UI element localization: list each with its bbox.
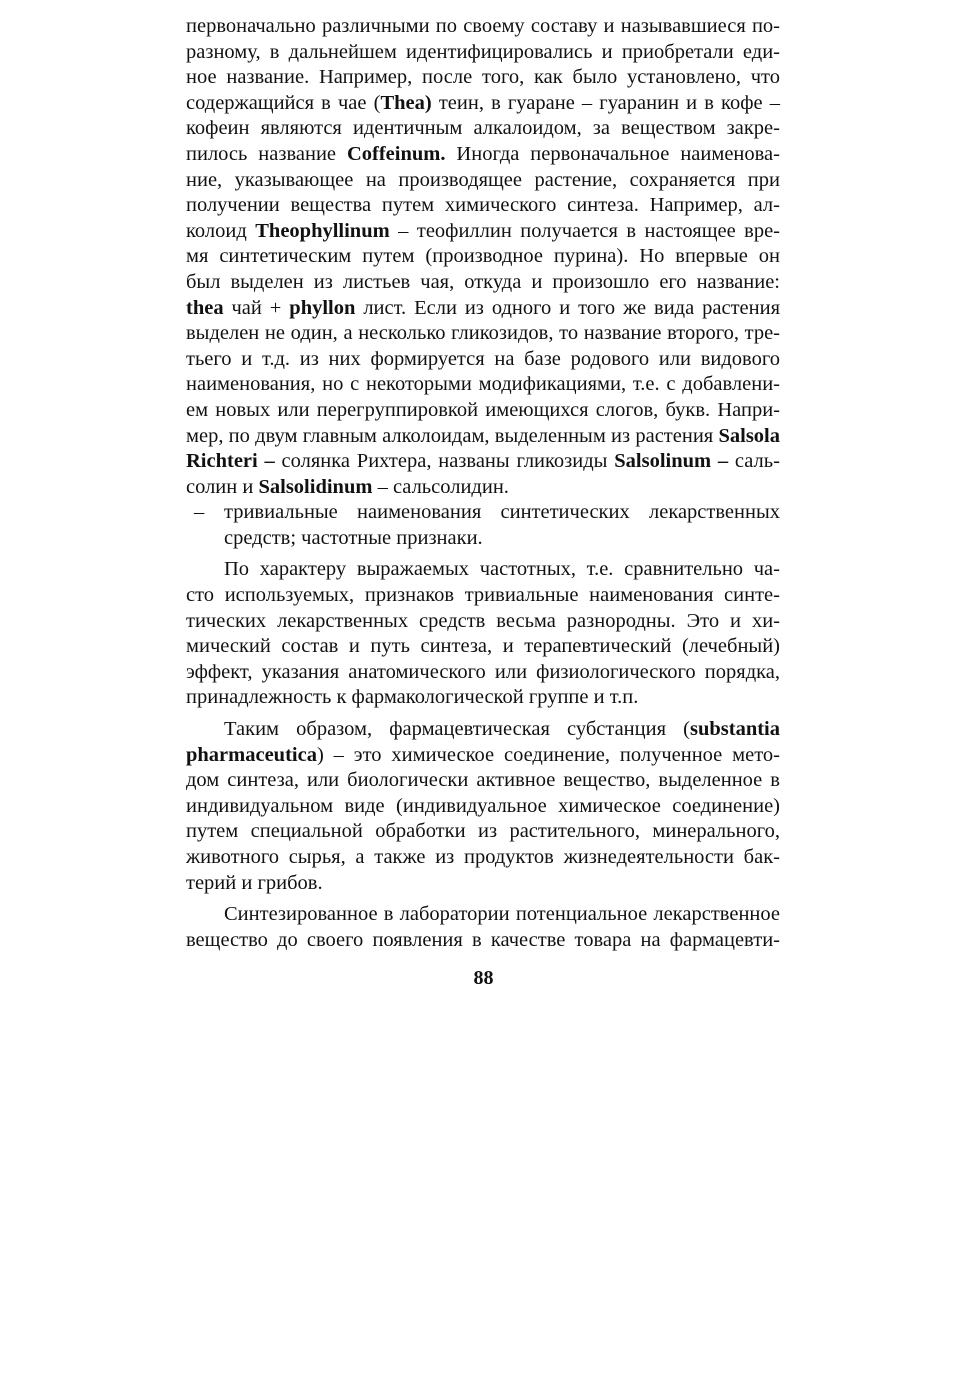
latin-term: substantia: [689, 718, 780, 741]
latin-term: Salsolinum –: [614, 450, 729, 473]
text-line: Синтезированное в лаборатории потенциальное лекарственное: [224, 903, 780, 926]
text-line: выделен не один, а несколько гликозидов, то название второго, тре-: [186, 322, 780, 345]
text-line: – тривиальные наименования синтетических лекарственных: [186, 500, 780, 526]
text-line: был выделен из листьев чая, откуда и произошло его название:: [186, 270, 780, 293]
text-line: дом синтеза, или биологически активное вещество, выделенное в: [186, 769, 780, 792]
latin-term: Salsolidinum: [258, 475, 373, 498]
latin-term: pharmaceutica: [186, 743, 317, 766]
bullet-dash: –: [194, 501, 205, 524]
text-line: thea чай + phyllon лист. Если из одного и того же вида растения: [186, 296, 780, 319]
page-number: 88: [473, 967, 494, 989]
text-line: кофеин являются идентичным алкалоидом, за веществом закре-: [186, 117, 780, 140]
latin-term: Theophyllinum: [255, 219, 390, 242]
text-line: мический состав и путь синтеза, и терапевтический (лечебный): [186, 635, 780, 658]
text-line: путем специальной обработки из растительного, минерального,: [186, 820, 780, 843]
page-body: [186, 14, 780, 953]
text-line: получении вещества путем химического синтеза. Например, ал-: [186, 194, 780, 217]
text-line: индивидуальном виде (индивидуальное химическое соединение): [186, 794, 780, 817]
text-line: наименования, но с некоторыми модификациями, т.е. с добавлени-: [186, 373, 780, 396]
text-line: pharmaceutica) – это химическое соединение, полученное мето-: [186, 743, 780, 766]
latin-term: phyllon: [289, 296, 356, 319]
text-line: тьего и т.д. из них формируется на базе родового или видового: [186, 347, 780, 370]
text-line: ное название. Например, после того, как было установлено, что: [186, 66, 780, 89]
bullet-item-synthetic-names: [186, 500, 780, 551]
latin-term: Salsola: [718, 424, 780, 447]
text-line: средств; частотные признаки.: [224, 526, 483, 549]
paragraph-pharmaceutical-substance: [186, 717, 780, 896]
text-line: сто используемых, признаков тривиальные наименования синте-: [186, 584, 780, 607]
latin-term: Richteri –: [186, 450, 275, 473]
text-line: По характеру выражаемых частотных, т.е. сравнительно ча-: [224, 558, 780, 581]
latin-term: Coffeinum.: [346, 142, 446, 165]
text-line: колоид Theophyllinum – теофиллин получается в настоящее вре-: [186, 219, 780, 242]
text-line: тических лекарственных средств весьма разнородны. Это и хи-: [186, 609, 780, 632]
text-line: солин и Salsolidinum – сальсолидин.: [186, 475, 509, 498]
paragraph-synthesized-substance: [186, 902, 780, 953]
text-line: животного сырья, а также из продуктов жизнедеятельности бак-: [186, 846, 780, 868]
text-line: ем новых или перегруппировкой имеющихся слогов, букв. Напри-: [186, 398, 780, 421]
text-line: мер, по двум главным алколоидам, выделенным из растения Salsola: [186, 424, 780, 447]
latin-term: thea: [186, 296, 224, 319]
text-line: вещество до своего появления в качестве товара на фармацевти-: [186, 928, 780, 951]
text-line: Таким образом, фармацевтическая субстанция (substantia: [224, 718, 780, 741]
paragraph-trivial-names-origin: [186, 14, 780, 500]
text-line: терий и грибов.: [186, 871, 323, 894]
text-line: пилось название Coffeinum. Иногда первоначальное наименова-: [186, 142, 780, 165]
text-line: содержащийся в чае (Thea) теин, в гуаране – гуаранин и в кофе –: [186, 91, 780, 114]
text-line: первоначально различными по своему составу и называвшиеся по-: [186, 15, 780, 37]
text-line: ние, указывающее на производящее растение, сохраняется при: [186, 168, 780, 191]
latin-term: Thea): [380, 91, 432, 114]
text-line: разному, в дальнейшем идентифицировались и приобретали еди-: [186, 40, 780, 63]
text-line: эффект, указания анатомического или физиологического порядка,: [186, 660, 780, 683]
text-line: мя синтетическим путем (производное пурина). Но впервые он: [186, 245, 780, 268]
paragraph-frequency-features: [186, 557, 780, 711]
text-line: принадлежность к фармакологической группе и т.п.: [186, 686, 639, 709]
text-line: Richteri – солянка Рихтера, названы гликозиды Salsolinum – саль-: [186, 450, 780, 473]
